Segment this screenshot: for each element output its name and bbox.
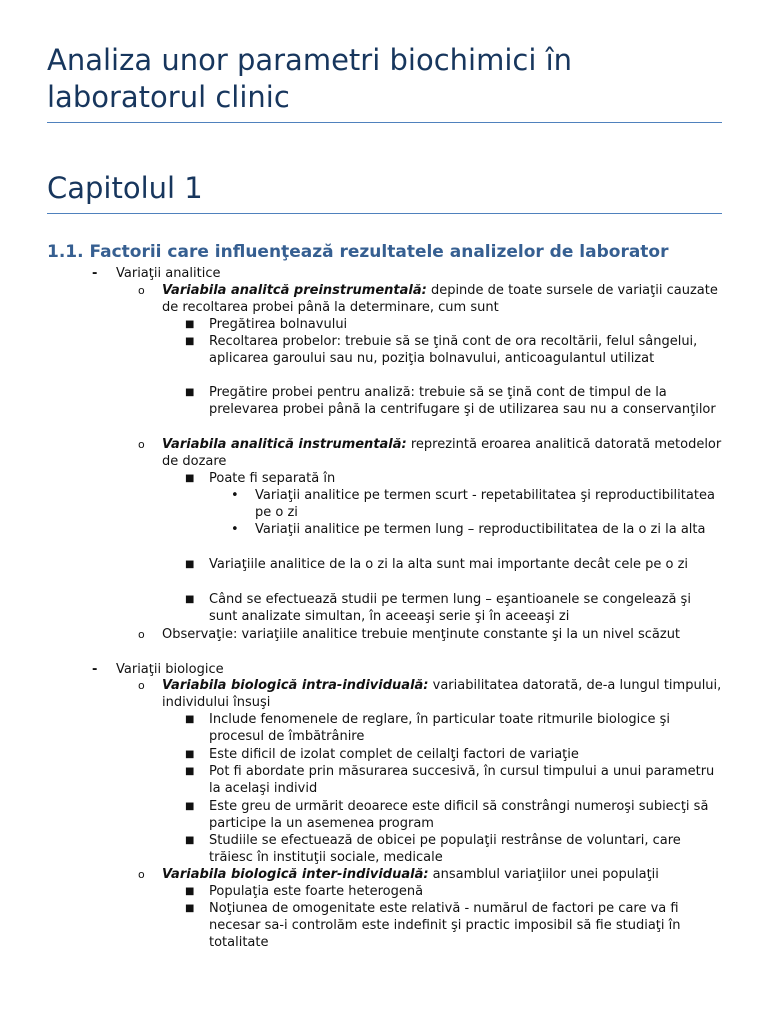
term-label: Variabila analitică instrumentală: [162, 437, 407, 452]
circle-bullet: o [138, 628, 145, 641]
term-label: Variabila biologică inter-individuală: [162, 867, 429, 882]
list-item: o Variabila biologică inter-individuală: ansamblul variaţiilor unei populaţii [138, 867, 659, 882]
chapter-divider [47, 213, 722, 214]
square-bullet: ■ [185, 714, 195, 725]
square-bullet: ■ [185, 749, 195, 760]
list-item: ■ Studiile se efectuează de obicei pe populaţii restrânse de voluntari, care trăiesc în instituţii sociale, medicale [185, 833, 681, 865]
circle-bullet: o [138, 868, 145, 881]
list-item: ■ Pregătire probei pentru analiză: trebuie să se ţină cont de timpul de la prelevarea probei până la centrifugare şi de utilizarea sau nu a conservanţilor [185, 385, 716, 417]
square-bullet: ■ [185, 801, 195, 812]
square-bullet: ■ [185, 319, 195, 330]
dot-bullet: • [231, 488, 239, 503]
list-item: • Variaţii analitice pe termen scurt - repetabilitatea şi reproductibilitatea pe o zi [231, 488, 715, 520]
list-item: • Variaţii analitice pe termen lung – reproductibilitatea de la o zi la alta [231, 522, 706, 537]
list-item: ■ Recoltarea probelor: trebuie să se ţină cont de ora recoltării, felul sângelui, aplicarea garoului sau nu, poziţia bolnavului, anticoagulantul utilizat [185, 334, 698, 366]
square-bullet: ■ [185, 387, 195, 398]
circle-bullet: o [138, 284, 145, 297]
list-item: ■ Este dificil de izolat complet de ceilalţi factori de variaţie [185, 747, 579, 762]
term-label: Variabila analitcă preinstrumentală: [162, 283, 427, 298]
square-bullet: ■ [185, 903, 195, 914]
square-bullet: ■ [185, 473, 195, 484]
list-item: o Variabila analitică instrumentală: reprezintă eroarea analitică datorată metodelor de dozare [138, 437, 722, 469]
square-bullet: ■ [185, 835, 195, 846]
square-bullet: ■ [185, 594, 195, 605]
title-divider [47, 122, 722, 123]
dash-bullet: - [92, 266, 98, 281]
list-item: ■ Variaţiile analitice de la o zi la alta sunt mai importante decât cele pe o zi [185, 557, 689, 572]
term-label: Variabila biologică intra-individuală: [162, 678, 429, 693]
square-bullet: ■ [185, 559, 195, 570]
list-item: - Variaţii analitice [92, 266, 221, 281]
circle-bullet: o [138, 438, 145, 451]
list-item: ■ Populaţia este foarte heterogenă [185, 884, 424, 899]
dash-bullet: - [92, 662, 98, 677]
square-bullet: ■ [185, 886, 195, 897]
circle-bullet: o [138, 679, 145, 692]
list-item: o Variabila analitcă preinstrumentală: depinde de toate sursele de variaţii cauzate de recoltarea probei până la determinare, cum sunt [138, 283, 718, 315]
section-heading: 1.1. Factorii care influenţează rezultatele analizelor de laborator [47, 242, 669, 262]
list-item: ■ Este greu de urmărit deoarece este dificil să constrângi numeroşi subiecţi să participe la un asemenea program [185, 799, 709, 831]
list-item: ■ Noţiunea de omogenitate este relativă - numărul de factori pe care va fi necesar sa-i controlăm este indefinit şi practic imposibil să fie studiaţi în totalitate [185, 901, 681, 950]
dot-bullet: • [231, 522, 239, 537]
list-item: ■ Când se efectuează studii pe termen lung – eşantioanele se congelează şi sunt analizate simultan, în aceeaşi serie şi în aceeaşi zi [185, 592, 691, 624]
document-title: Analiza unor parametri biochimici în laboratorul clinic [47, 43, 573, 114]
list-item: ■ Pregătirea bolnavului [185, 317, 348, 332]
list-item: - Variaţii biologice [92, 662, 224, 677]
list-item: ■ Pot fi abordate prin măsurarea succesivă, în cursul timpului a unui parametru la acelaşi individ [185, 764, 715, 796]
square-bullet: ■ [185, 336, 195, 347]
chapter-heading: Capitolul 1 [47, 171, 203, 205]
list-item: o Observaţie: variaţiile analitice trebuie menţinute constante şi la un nivel scăzut [138, 627, 681, 642]
list-item: ■ Poate fi separată în [185, 471, 336, 486]
list-item: ■ Include fenomenele de reglare, în particular toate ritmurile biologice şi procesul de îmbătrânire [185, 712, 670, 744]
square-bullet: ■ [185, 766, 195, 777]
list-item: o Variabila biologică intra-individuală: variabilitatea datorată, de-a lungul timpului, individului însuşi [138, 678, 722, 710]
